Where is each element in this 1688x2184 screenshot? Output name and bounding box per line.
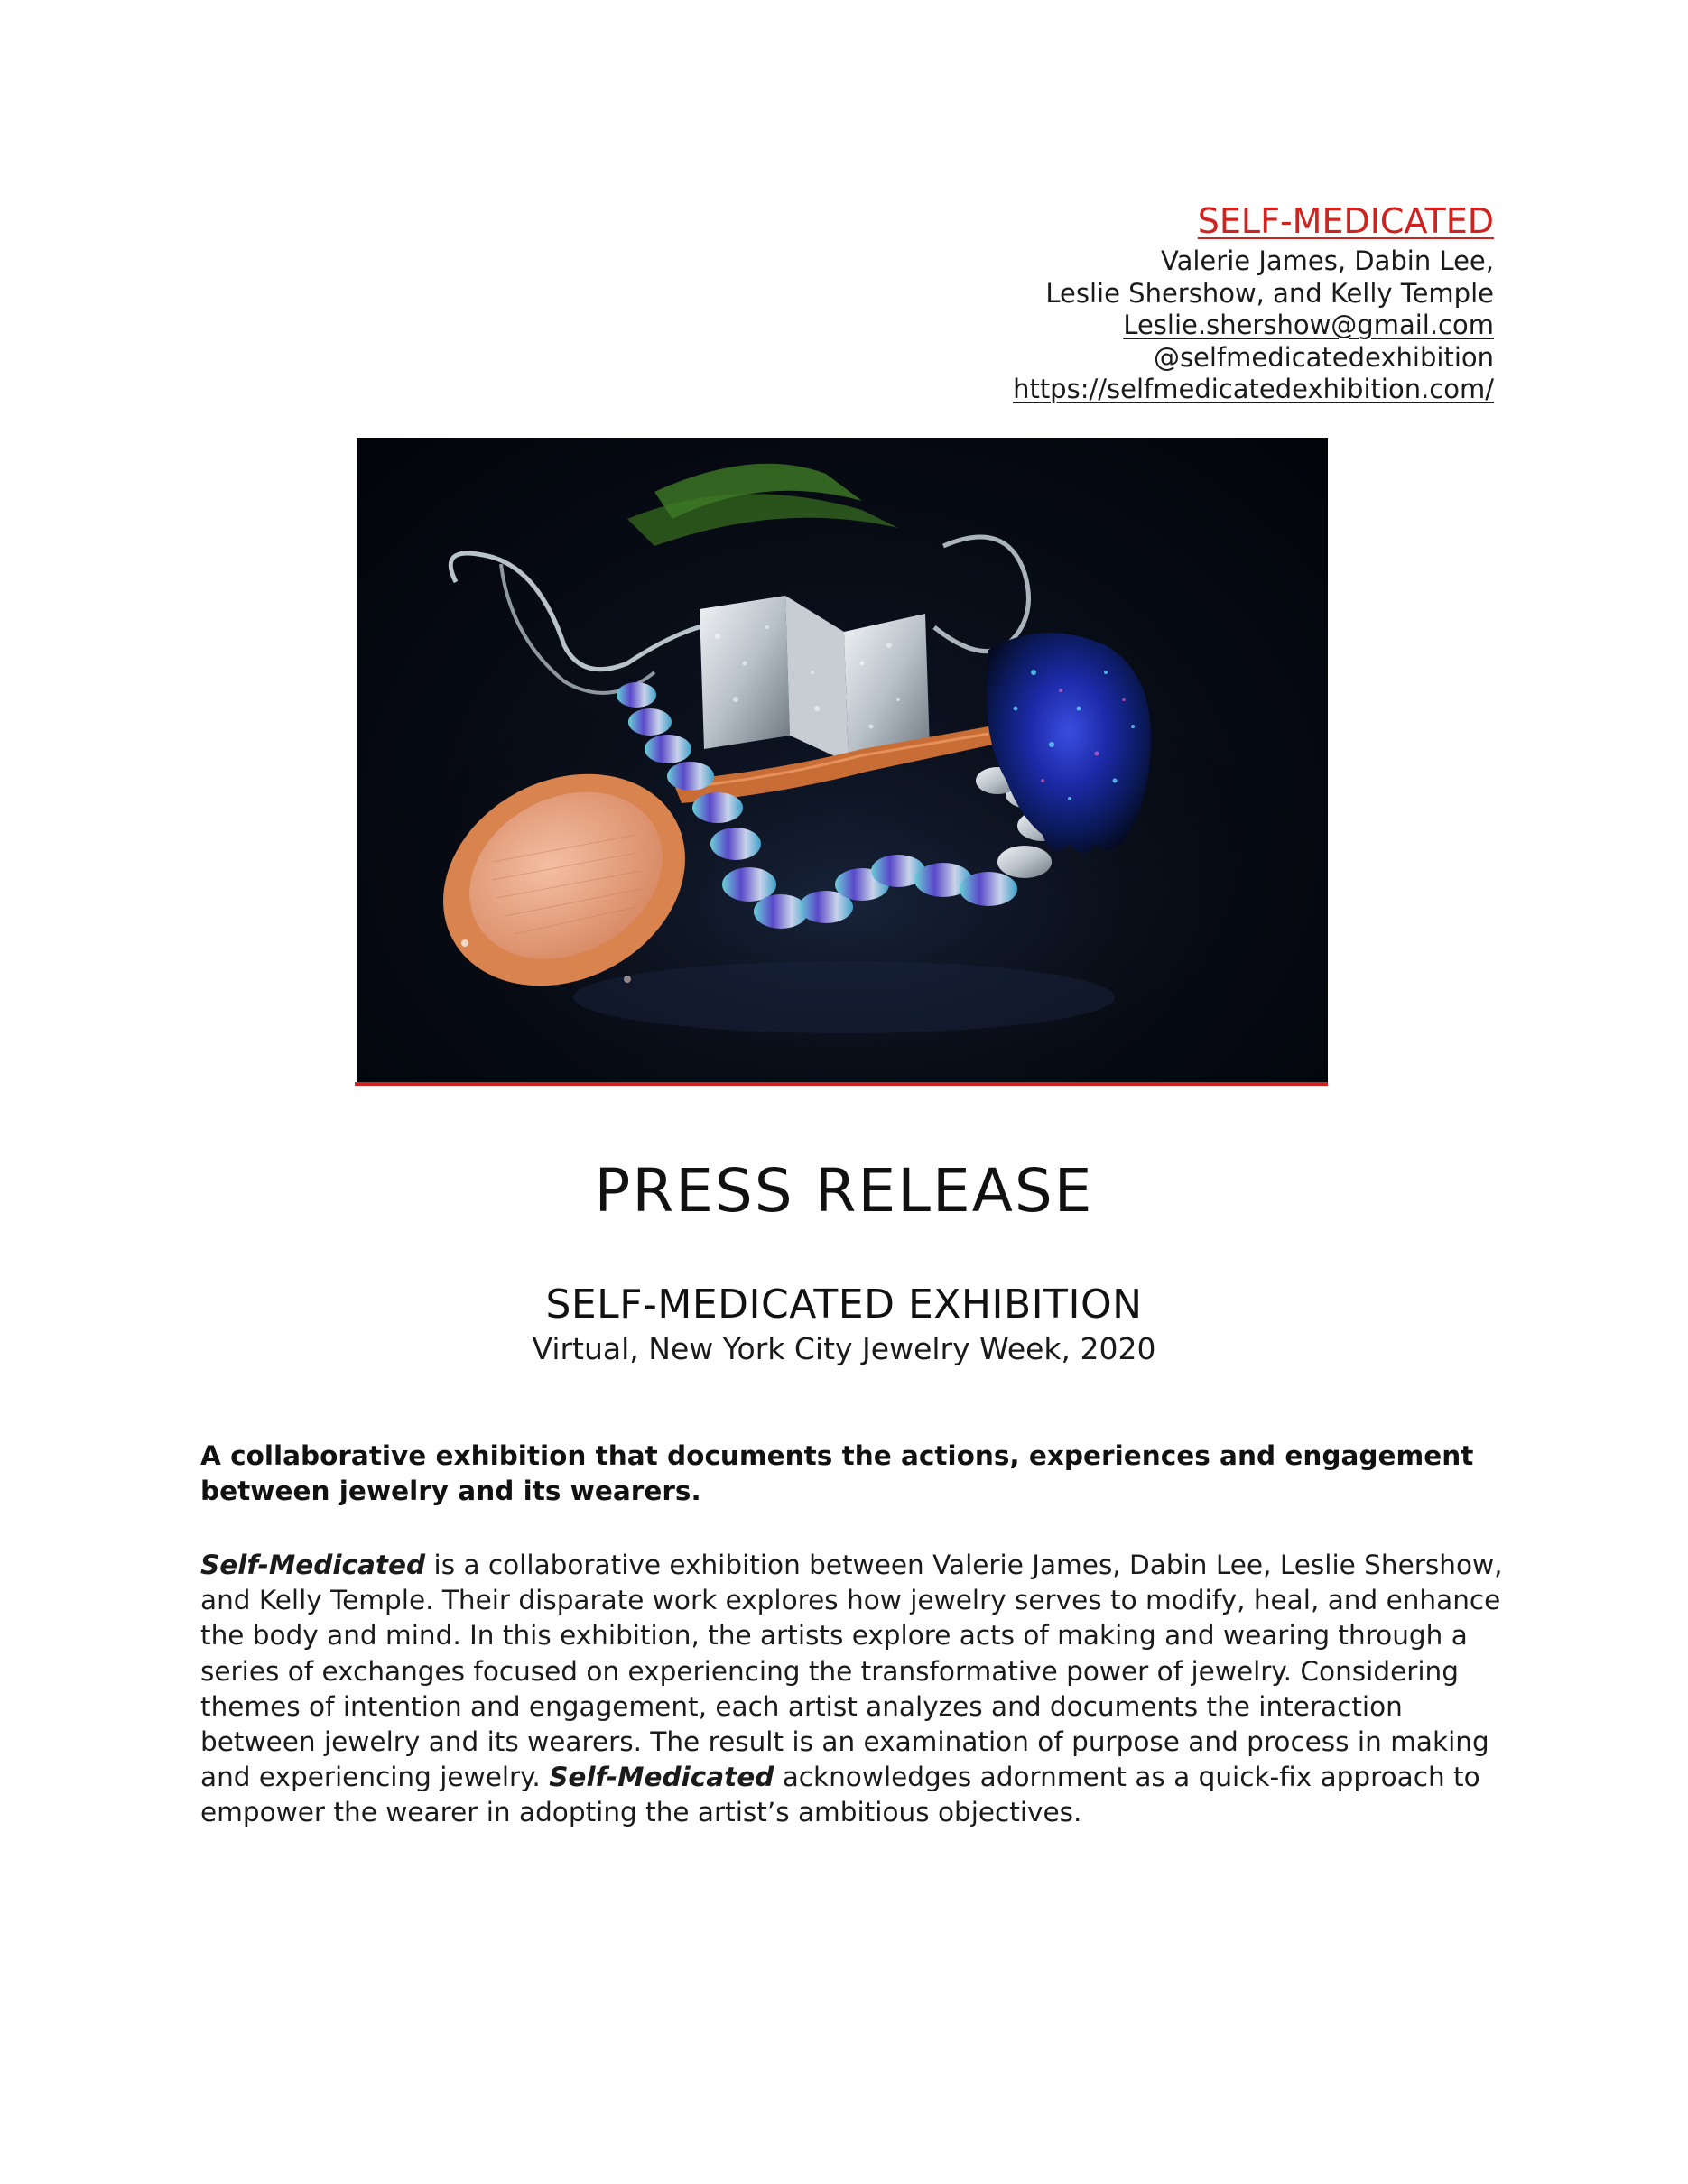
website-link[interactable]: https://selfmedicatedexhibition.com/ <box>1013 374 1494 404</box>
exhibition-heading: SELF-MEDICATED EXHIBITION <box>545 1282 1143 1328</box>
photo-underline-rule <box>355 1082 1328 1086</box>
email-link[interactable]: Leslie.shershow@gmail.com <box>1123 310 1494 340</box>
artists-line-2: Leslie Shershow, and Kelly Temple <box>1045 277 1494 309</box>
italic-title-1: Self-Medicated <box>200 1550 426 1580</box>
exhibition-photo <box>357 438 1328 1083</box>
body-paragraph <box>200 1548 1504 1831</box>
exhibition-title-link[interactable]: SELF-MEDICATED <box>1197 201 1494 241</box>
body-text-2: acknowledges adornment as a quick-fix approach to empower the wearer in adopting the artist’s ambitious objectives. <box>200 1762 1480 1828</box>
social-handle: @selfmedicatedexhibition <box>1153 341 1494 373</box>
artists-line-1: Valerie James, Dabin Lee, <box>1161 245 1494 276</box>
exhibition-subheading: Virtual, New York City Jewelry Week, 2020 <box>532 1331 1156 1366</box>
contact-header <box>682 200 1494 406</box>
press-release-heading: PRESS RELEASE <box>594 1156 1094 1226</box>
lead-paragraph: A collaborative exhibition that documents the actions, experiences and engagement between jewelry and its wearers. <box>200 1440 1474 1506</box>
body-text-1: is a collaborative exhibition between Valerie James, Dabin Lee, Leslie Shershow, and Kelly Temple. Their disparate work explores how jewelry serves to modify, heal, and enhance the body and mind. In this exhibition, the artists explore acts of making and wearing through a series of exchanges focused on experiencing the transformative power of jewelry. Considering themes of intention and engagement, each artist analyzes and documents the interaction between jewelry and its wearers. The result is an examination of purpose and process in making and experiencing jewelry. <box>200 1550 1503 1793</box>
italic-title-2: Self-Medicated <box>549 1762 774 1793</box>
